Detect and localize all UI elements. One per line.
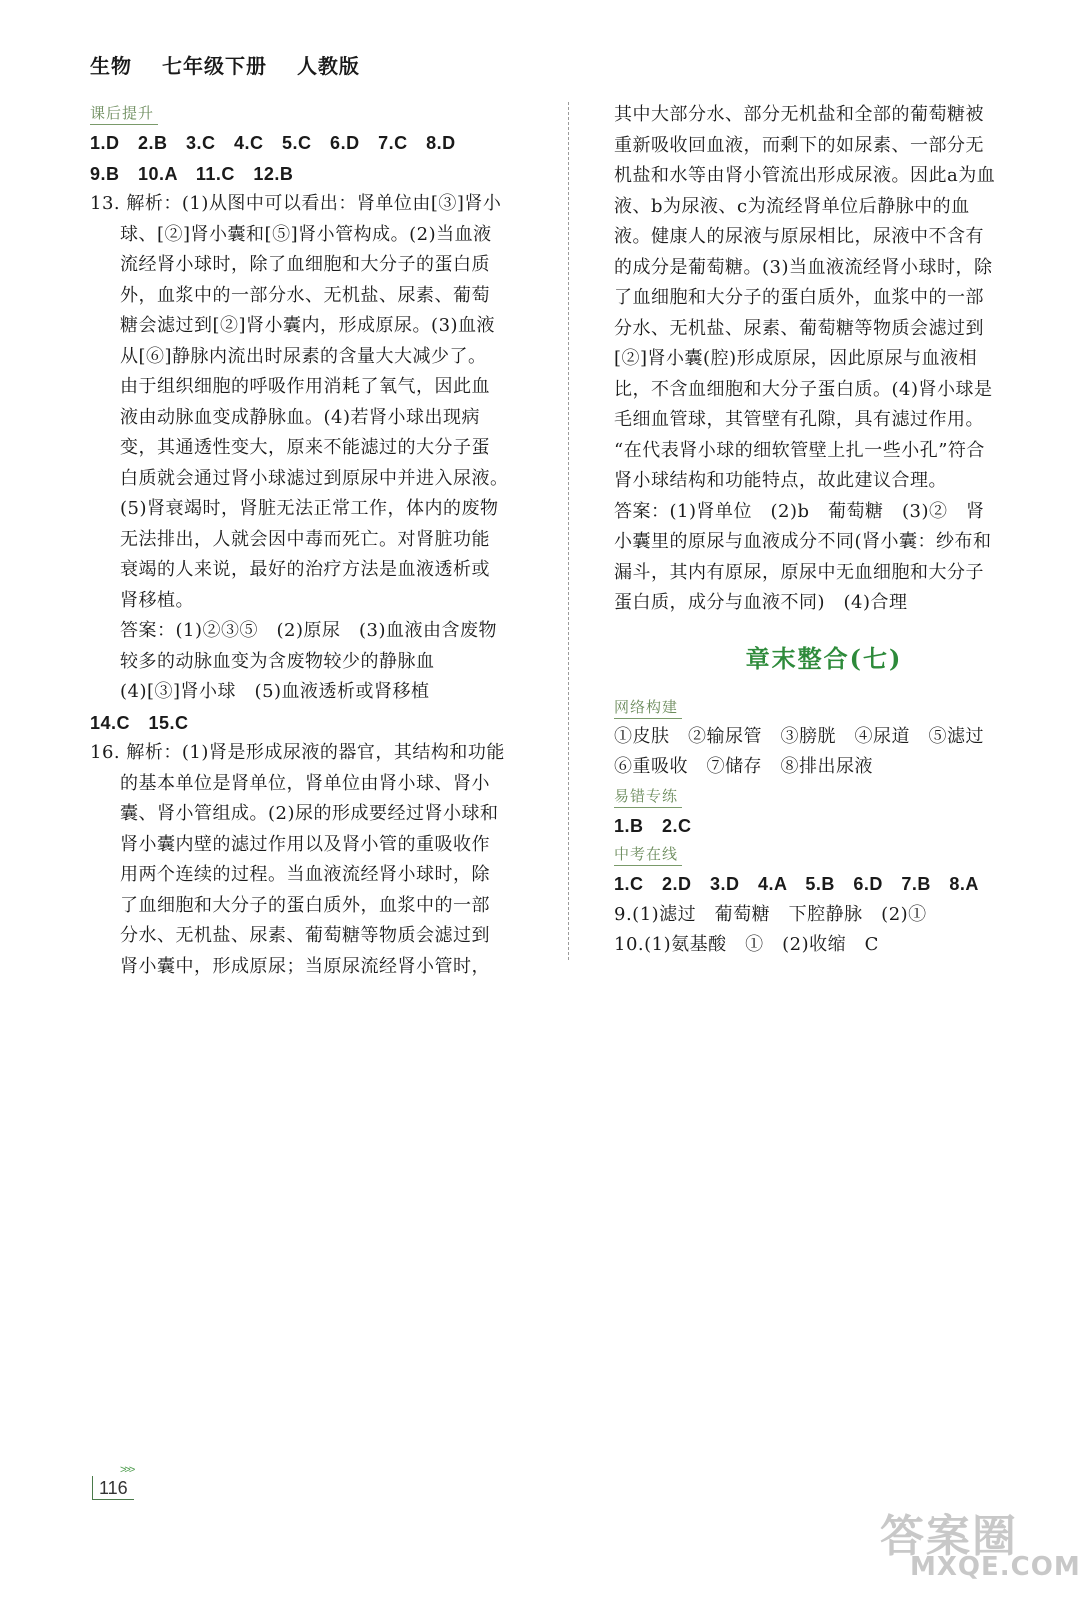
section-label-errors: 易错专练 — [614, 785, 682, 808]
header-edition: 人教版 — [296, 54, 360, 78]
text-line: 9.(1)滤过 葡萄糖 下腔静脉 (2)① — [614, 903, 927, 925]
text-line: 其中大部分水、部分无机盐和全部的葡萄糖被 — [614, 104, 984, 125]
network-lines — [614, 722, 1034, 783]
text-line: 液、b为尿液、c为流经肾单位后静脉中的血 — [614, 195, 970, 217]
text-line: ①皮肤 ②输尿管 ③膀胱 ④尿道 ⑤滤过 — [614, 725, 984, 747]
text-line: 分水、无机盐、尿素、葡萄糖等物质会滤过到 — [120, 925, 490, 946]
text-line: 较多的动脉血变为含废物较少的静脉血 — [120, 650, 435, 672]
watermark-url: MXQE.COM — [910, 1552, 1081, 1582]
text-line: 分水、无机盐、尿素、葡萄糖等物质会滤过到 — [614, 317, 984, 339]
page-header — [90, 50, 382, 79]
text-line: 肾小球结构和功能特点，故此建议合理。 — [614, 470, 947, 491]
chapter-title: 章末整合(七) — [745, 643, 903, 673]
text-line: “在代表肾小球的细软管壁上扎一些小孔”符合 — [614, 439, 985, 461]
text-line: 比，不含血细胞和大分子蛋白质。(4)肾小球是 — [614, 378, 993, 400]
text-line: 衰竭的人来说，最好的治疗方法是血液透析或 — [120, 559, 490, 580]
text-line: 肾小囊内壁的滤过作用以及肾小管的重吸收作 — [120, 833, 490, 855]
text-line: 用两个连续的过程。当血液流经肾小球时，除 — [120, 864, 490, 885]
text-line: 液。健康人的尿液与原尿相比，尿液中不含有 — [614, 226, 984, 247]
text-line: (5)肾衰竭时，肾脏无法正常工作，体内的废物 — [120, 498, 499, 519]
text-line: 囊、肾小管组成。(2)尿的形成要经过肾小球和 — [120, 803, 499, 824]
text-line: 流经肾小球时，除了血细胞和大分子的蛋白质 — [120, 254, 490, 275]
text-line: 了血细胞和大分子的蛋白质外，血浆中的一部 — [120, 894, 490, 916]
right-column — [614, 100, 1034, 961]
exam-lines — [614, 869, 1034, 961]
text-line: 白质就会通过肾小球滤过到原尿中并进入尿液。 — [120, 467, 509, 489]
text-line: 从[⑥]静脉内流出时尿素的含量大大减少了。 — [120, 345, 487, 367]
error-lines — [614, 811, 1034, 842]
text-line: 16. 解析：(1)肾是形成尿液的器官，其结构和功能 — [90, 742, 505, 763]
text-line: 的基本单位是肾单位，肾单位由肾小球、肾小 — [120, 772, 490, 794]
text-line: 10.(1)氨基酸 ① (2)收缩 C — [614, 934, 879, 955]
watermark-logo — [880, 1500, 1081, 1590]
text-line: 液由动脉血变成静脉血。(4)若肾小球出现病 — [120, 406, 480, 428]
text-line: 小囊里的原尿与血液成分不同(肾小囊：纱布和 — [614, 531, 992, 552]
text-line: 1.B 2.C — [614, 815, 692, 836]
text-line: 14.C 15.C — [90, 712, 189, 733]
watermark-logo-text: 答案圈 — [880, 1511, 1018, 1562]
text-line: 9.B 10.A 11.C 12.B — [90, 163, 294, 184]
section-label-after-class: 课后提升 — [90, 102, 158, 125]
text-line: 了血细胞和大分子的蛋白质外，血浆中的一部 — [614, 287, 984, 308]
text-line: 漏斗，其内有原尿，原尿中无血细胞和大分子 — [614, 561, 984, 583]
text-line: 1.C 2.D 3.D 4.A 5.B 6.D 7.B 8.A — [614, 874, 979, 894]
text-line: 答案：(1)②③⑤ (2)原尿 (3)血液由含废物 — [120, 620, 497, 641]
text-line: 由于组织细胞的呼吸作用消耗了氧气，因此血 — [120, 376, 490, 397]
section-label-network: 网络构建 — [614, 696, 682, 719]
right-answer-lines — [614, 100, 1034, 619]
text-line: [②]肾小囊(腔)形成原尿，因此原尿与血液相 — [614, 348, 978, 369]
text-line: 答案：(1)肾单位 (2)b 葡萄糖 (3)② 肾 — [614, 500, 985, 522]
text-line: 蛋白质，成分与血液不同) (4)合理 — [614, 592, 908, 613]
page-number-text: 116 — [92, 1476, 134, 1500]
column-divider — [568, 102, 569, 960]
text-line: 外，血浆中的一部分水、无机盐、尿素、葡萄 — [120, 284, 490, 306]
header-grade: 七年级下册 — [161, 54, 267, 78]
text-line: 肾移植。 — [120, 589, 194, 611]
text-line: 球、[②]肾小囊和[⑤]肾小管构成。(2)当血液 — [120, 223, 492, 245]
text-line: 变，其通透性变大，原来不能滤过的大分子蛋 — [120, 437, 490, 458]
text-line: 肾小囊中，形成原尿；当原尿流经肾小管时， — [120, 955, 490, 977]
text-line: 无法排出，人就会因中毒而死亡。对肾脏功能 — [120, 528, 490, 550]
left-answer-lines — [90, 128, 560, 982]
section-label-exam: 中考在线 — [614, 843, 682, 866]
text-line: 重新吸收回血液，而剩下的如尿素、一部分无 — [614, 134, 984, 156]
text-line: 毛细血管球，其管壁有孔隙，具有滤过作用。 — [614, 409, 984, 430]
text-line: ⑥重吸收 ⑦储存 ⑧排出尿液 — [614, 756, 873, 777]
text-line: 的成分是葡萄糖。(3)当血液流经肾小球时，除 — [614, 256, 993, 278]
text-line: 13. 解析：(1)从图中可以看出：肾单位由[③]肾小 — [90, 193, 502, 214]
text-line: 机盐和水等由肾小管流出形成尿液。因此a为血 — [614, 165, 996, 186]
text-line: 糖会滤过到[②]肾小囊内，形成原尿。(3)血液 — [120, 315, 496, 336]
text-line: (4)[③]肾小球 (5)血液透析或肾移植 — [120, 681, 430, 702]
page-number — [92, 1464, 148, 1500]
header-subject: 生物 — [90, 54, 132, 78]
left-column — [90, 100, 560, 982]
text-line: 1.D 2.B 3.C 4.C 5.C 6.D 7.C 8.D — [90, 133, 456, 153]
page-arrows-icon: >>> — [120, 1464, 134, 1476]
